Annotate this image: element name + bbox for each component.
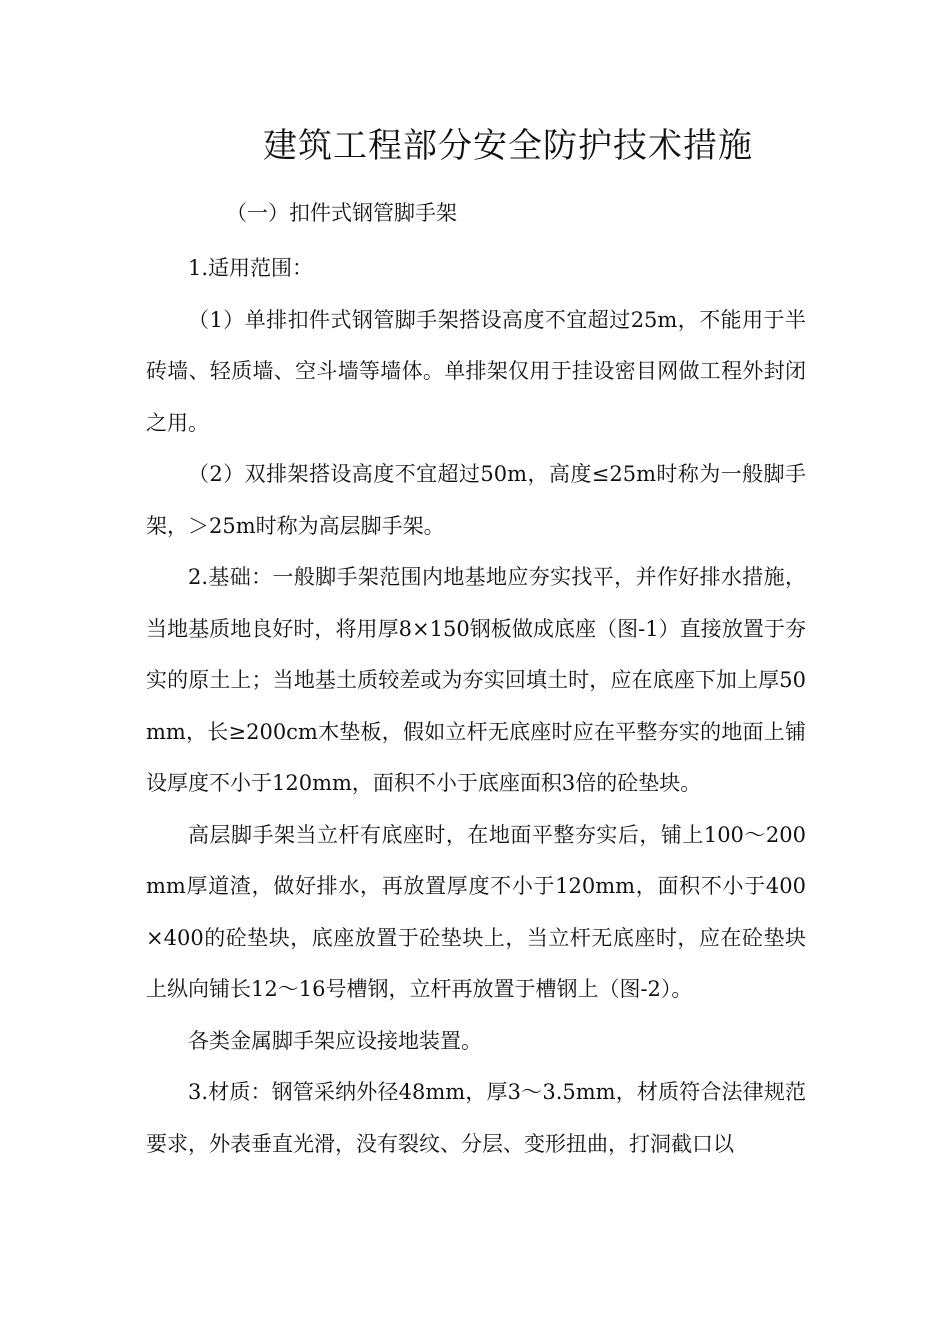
document-body xyxy=(146,243,806,1170)
section-heading: （一）扣件式钢管脚手架 xyxy=(226,201,457,225)
paragraph-grounding: 各类金属脚手架应设接地装置。 xyxy=(188,1028,482,1053)
paragraph-single-row: （1）单排扣件式钢管脚手架搭设高度不宜超过25m，不能用于半砖墙、轻质墙、空斗墙等墙体。单排架仅用于挂设密目网做工程外封闭之用。 xyxy=(146,307,806,435)
paragraph-material: 3.材质：钢管采纳外径48mm，厚3～3.5mm，材质符合法律规范要求，外表垂直光滑，没有裂纹、分层、变形扭曲，打洞截口以 xyxy=(146,1080,806,1156)
paragraph-double-row: （2）双排架搭设高度不宜超过50m，高度≤25m时称为一般脚手架，＞25m时称为高层脚手架。 xyxy=(146,462,806,538)
paragraph-high-rise: 高层脚手架当立杆有底座时，在地面平整夯实后，铺上100～200mm厚道渣，做好排水，再放置厚度不小于120mm，面积不小于400×400的砼垫块，底座放置于砼垫块上，当立杆无底座时，应在砼垫块上纵向铺长12～16号槽钢，立杆再放置于槽钢上（图-2）。 xyxy=(146,822,806,1001)
paragraph-foundation: 2.基础：一般脚手架范围内地基地应夯实找平，并作好排水措施，当地基质地良好时，将用厚8×150钢板做成底座（图-1）直接放置于夯实的原土上；当地基土质较差或为夯实回填土时，应在底座下加上厚50mm，长≥200cm木垫板，假如立杆无底座时应在平整夯实的地面上铺设厚度不小于120mm，面积不小于底座面积3倍的砼垫块。 xyxy=(146,565,806,795)
document-title: 建筑工程部分安全防护技术措施 xyxy=(263,126,753,166)
paragraph-scope-heading: 1.适用范围： xyxy=(188,256,314,280)
